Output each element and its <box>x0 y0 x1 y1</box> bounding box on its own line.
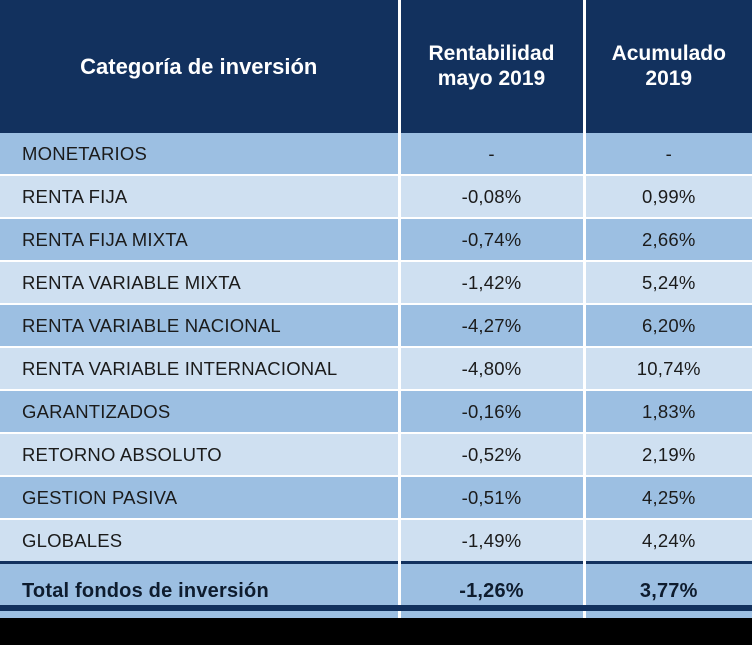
cell-category: RENTA VARIABLE INTERNACIONAL <box>0 347 399 390</box>
table-row <box>0 519 752 563</box>
table-body <box>0 133 752 618</box>
table-row <box>0 133 752 175</box>
cell-monthly-return: -1,49% <box>399 519 584 563</box>
cell-category: MONETARIOS <box>0 133 399 175</box>
table-row <box>0 476 752 519</box>
cell-monthly-return: -0,08% <box>399 175 584 218</box>
bottom-accent-bar <box>0 605 752 611</box>
cell-monthly-return: -4,27% <box>399 304 584 347</box>
cell-ytd-return: 2,66% <box>584 218 752 261</box>
table-row <box>0 433 752 476</box>
cell-ytd-return: 0,99% <box>584 175 752 218</box>
cell-category: RENTA VARIABLE NACIONAL <box>0 304 399 347</box>
cell-ytd-return: 1,83% <box>584 390 752 433</box>
cell-monthly-return: -1,42% <box>399 261 584 304</box>
table-header <box>0 0 752 133</box>
cell-monthly-return: -0,74% <box>399 218 584 261</box>
cell-category: RENTA FIJA MIXTA <box>0 218 399 261</box>
cell-monthly-return: - <box>399 133 584 175</box>
cell-monthly-return: -0,51% <box>399 476 584 519</box>
cell-ytd-return: - <box>584 133 752 175</box>
column-header-ytd-return <box>584 0 752 133</box>
cell-category: GARANTIZADOS <box>0 390 399 433</box>
table-row <box>0 261 752 304</box>
cell-total-monthly-return: -1,26% <box>399 563 584 619</box>
cell-ytd-return: 5,24% <box>584 261 752 304</box>
table-row <box>0 218 752 261</box>
cell-category: RENTA VARIABLE MIXTA <box>0 261 399 304</box>
cell-category: RENTA FIJA <box>0 175 399 218</box>
header-row <box>0 0 752 133</box>
cell-category: GESTION PASIVA <box>0 476 399 519</box>
column-header-monthly-return <box>399 0 584 133</box>
cell-ytd-return: 10,74% <box>584 347 752 390</box>
cell-monthly-return: -4,80% <box>399 347 584 390</box>
cell-ytd-return: 6,20% <box>584 304 752 347</box>
cell-category: GLOBALES <box>0 519 399 563</box>
cell-category: RETORNO ABSOLUTO <box>0 433 399 476</box>
table-row <box>0 390 752 433</box>
column-header-monthly-line1: Rentabilidad <box>428 41 555 65</box>
cell-total-ytd-return: 3,77% <box>584 563 752 619</box>
column-header-monthly-line2: mayo 2019 <box>437 66 546 90</box>
table-row <box>0 175 752 218</box>
cell-ytd-return: 4,24% <box>584 519 752 563</box>
column-header-ytd-line2: 2019 <box>645 66 693 90</box>
cell-monthly-return: -0,16% <box>399 390 584 433</box>
cell-total-label: Total fondos de inversión <box>0 563 399 619</box>
table-row <box>0 304 752 347</box>
table-row <box>0 347 752 390</box>
cell-ytd-return: 2,19% <box>584 433 752 476</box>
cell-monthly-return: -0,52% <box>399 433 584 476</box>
cell-ytd-return: 4,25% <box>584 476 752 519</box>
column-header-ytd-line1: Acumulado <box>611 41 726 65</box>
column-header-category: Categoría de inversión <box>0 0 399 133</box>
